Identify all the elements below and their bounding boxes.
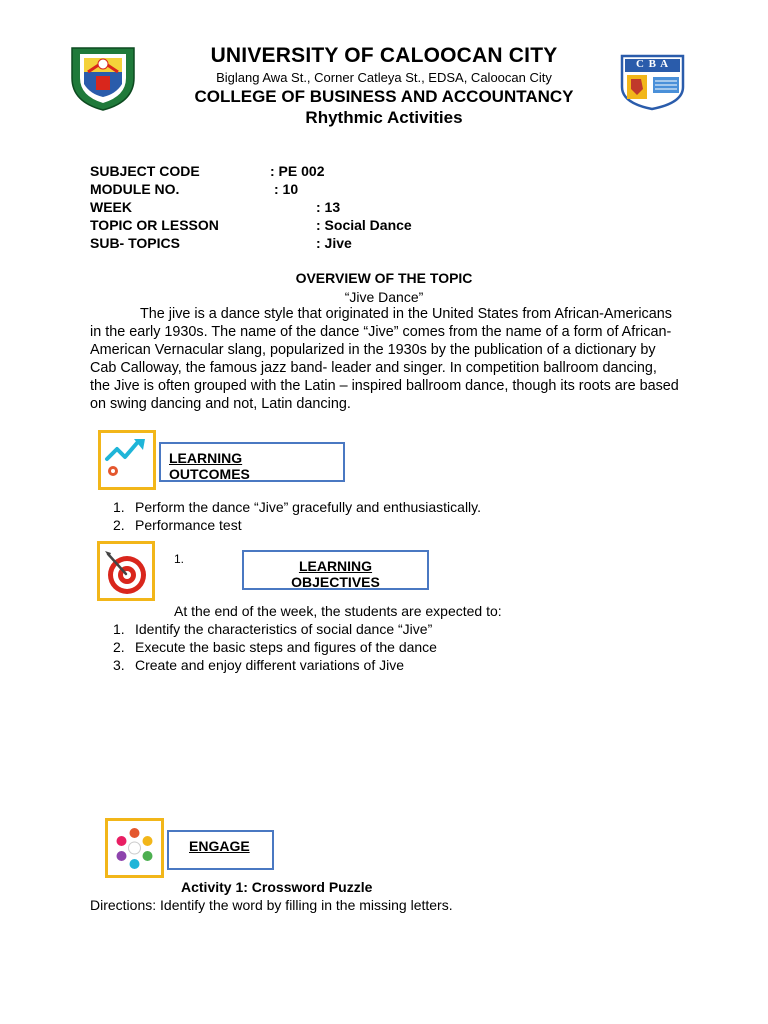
overview-paragraph	[90, 305, 680, 413]
list-number: 3.	[113, 657, 125, 673]
target-icon	[97, 541, 155, 601]
list-text: Performance test	[135, 517, 242, 533]
cba-logo-text: C B A	[635, 58, 670, 70]
info-label-module-no: MODULE NO.	[90, 181, 180, 197]
activity-directions: Directions: Identify the word by filling in the missing letters.	[90, 897, 453, 913]
overview-title: OVERVIEW OF THE TOPIC	[295, 270, 473, 286]
info-label-subject-code: SUBJECT CODE	[90, 163, 200, 179]
list-text: Identify the characteristics of social dance “Jive”	[135, 621, 433, 637]
college-name: COLLEGE OF BUSINESS AND ACCOUNTANCY	[194, 87, 574, 106]
learning-objectives-label: LEARNING OBJECTIVES	[291, 558, 380, 590]
list-item	[113, 498, 673, 516]
list-item	[113, 638, 673, 656]
info-value-week: : 13	[316, 199, 341, 215]
list-number: 1.	[113, 621, 125, 637]
learning-outcomes-label-box	[159, 442, 345, 482]
outcomes-list	[113, 498, 673, 534]
list-item	[113, 620, 673, 638]
stray-list-number: 1.	[174, 552, 185, 566]
info-value-subject-code: : PE 002	[270, 163, 325, 179]
university-address: Biglang Awa St., Corner Catleya St., EDSA, Caloocan City	[216, 70, 552, 85]
info-label-subtopics: SUB- TOPICS	[90, 235, 180, 251]
info-label-week: WEEK	[90, 199, 132, 215]
objectives-intro: At the end of the week, the students are expected to:	[174, 603, 502, 619]
info-value-module-no: : 10	[274, 181, 299, 197]
list-number: 2.	[113, 639, 125, 655]
overview-text: The jive is a dance style that originated in the United States from African-Americans in the early 1930s. The name of the dance “Jive” comes from the name of a form of African-American Vernacular slang, popularized in the 1930s by the publication of a dictionary by Cab Calloway, the famous jazz band- leader and singer. In competition ballroom dancing, the Jive is often grouped with the Latin – inspired ballroom dance, though its roots are based on swing dancing and not, Latin dancing.	[90, 306, 679, 412]
list-text: Create and enjoy different variations of Jive	[135, 657, 405, 673]
engage-label: ENGAGE	[189, 838, 250, 854]
list-number: 2.	[113, 517, 125, 533]
engage-label-box	[167, 830, 274, 870]
learning-outcomes-label: LEARNING OUTCOMES	[169, 450, 250, 482]
info-value-subtopics: : Jive	[316, 235, 352, 251]
info-value-topic: : Social Dance	[316, 217, 412, 233]
activity-title: Activity 1: Crossword Puzzle	[181, 879, 373, 895]
list-item	[113, 656, 673, 674]
list-text: Perform the dance “Jive” gracefully and enthusiastically.	[135, 499, 482, 515]
list-number: 1.	[113, 499, 125, 515]
people-circle-icon	[105, 818, 164, 878]
info-label-topic: TOPIC OR LESSON	[90, 217, 219, 233]
list-item	[113, 516, 673, 534]
objectives-list	[113, 620, 673, 674]
learning-objectives-label-box	[242, 550, 429, 590]
course-title: Rhythmic Activities	[305, 108, 463, 127]
growth-chart-icon	[98, 430, 156, 490]
overview-subtitle: “Jive Dance”	[344, 289, 424, 305]
list-text: Execute the basic steps and figures of the dance	[135, 639, 437, 655]
university-name: UNIVERSITY OF CALOOCAN CITY	[210, 44, 558, 67]
